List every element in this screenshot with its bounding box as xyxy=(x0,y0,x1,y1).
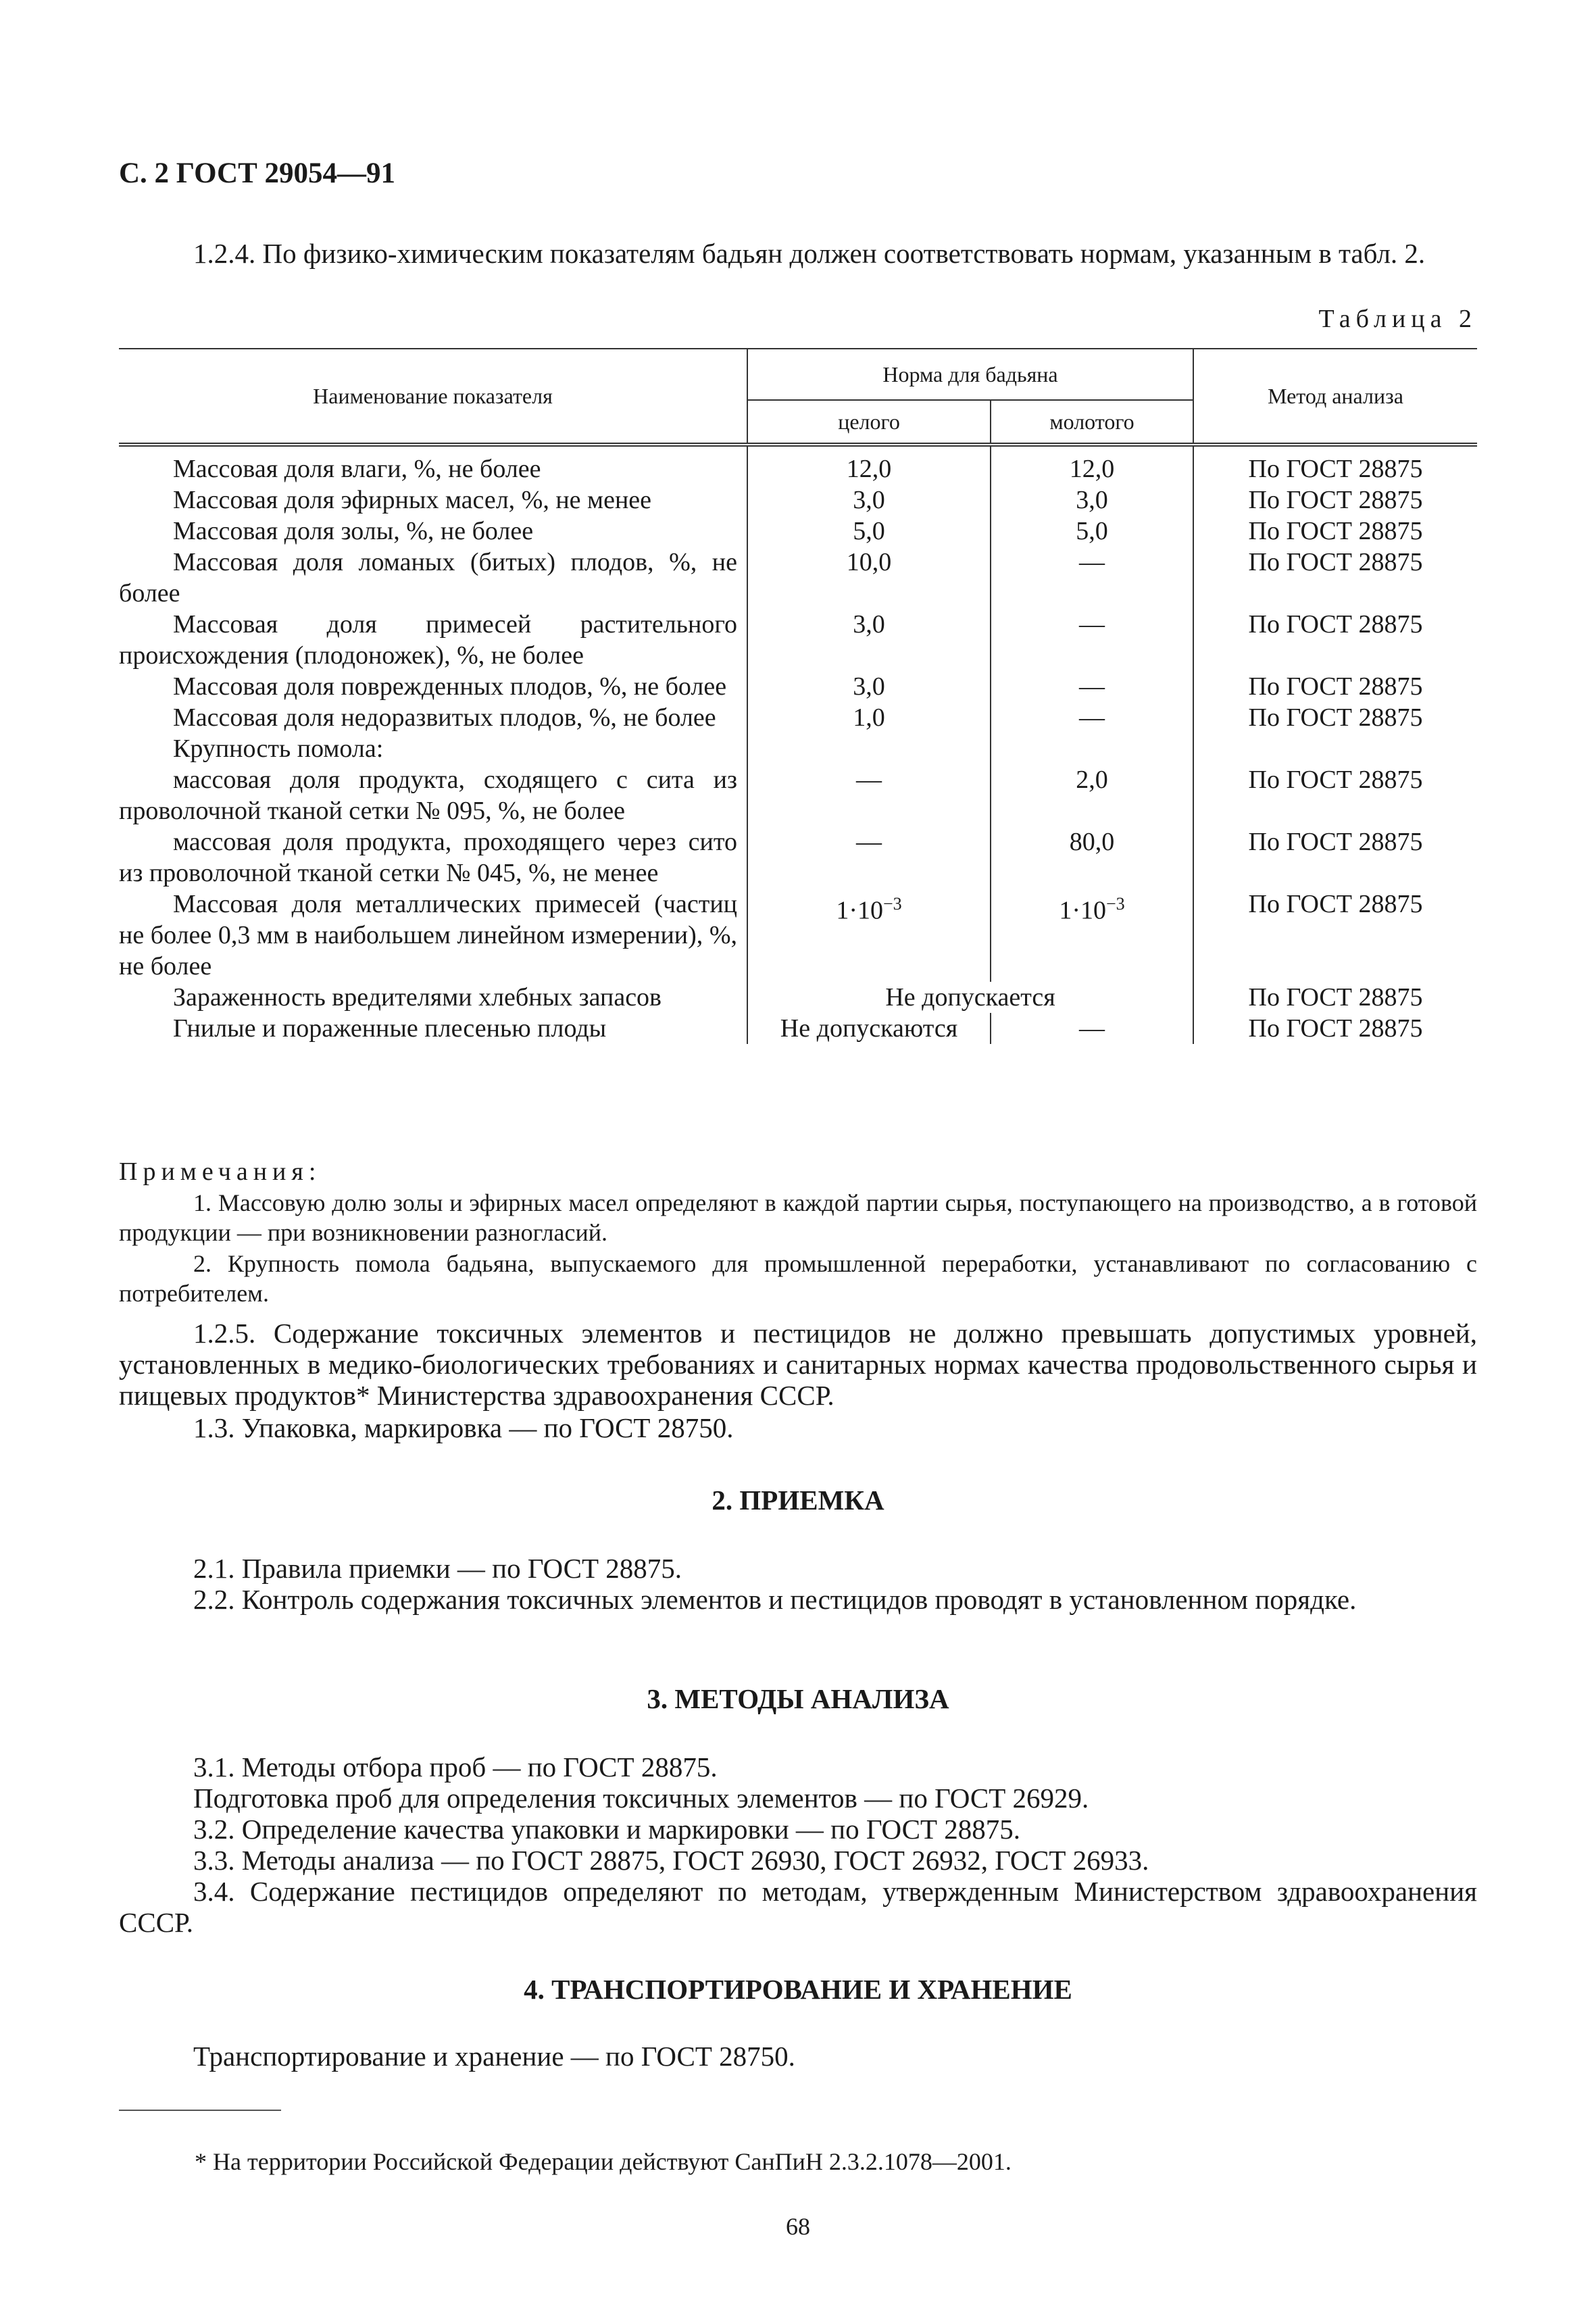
table-caption: Таблица 2 xyxy=(1318,305,1477,333)
row-whole: 1,0 xyxy=(747,702,991,733)
table-row xyxy=(119,702,1477,733)
row-both: Не допускается xyxy=(747,982,1193,1013)
table-row xyxy=(119,764,1477,826)
row-whole: 12,0 xyxy=(747,445,991,484)
table-row xyxy=(119,982,1477,1013)
section-3-title: 3. МЕТОДЫ АНАЛИЗА xyxy=(647,1683,949,1714)
paragraph-3-4: 3.4. Содержание пестицидов определяют по методам, утвержденным Министерством здравоохранения СССР. xyxy=(119,1876,1477,1938)
row-method: По ГОСТ 28875 xyxy=(1193,982,1477,1013)
paragraph-3-1: 3.1. Методы отбора проб — по ГОСТ 28875. xyxy=(193,1751,718,1783)
row-method: По ГОСТ 28875 xyxy=(1193,764,1477,826)
row-name: Зараженность вредителями хлебных запасов xyxy=(119,982,747,1013)
table-row xyxy=(119,609,1477,671)
row-method: По ГОСТ 28875 xyxy=(1193,1013,1477,1044)
row-ground: 2,0 xyxy=(991,764,1193,826)
row-ground: 5,0 xyxy=(991,516,1193,547)
section-4-title: 4. ТРАНСПОРТИРОВАНИЕ И ХРАНЕНИЕ xyxy=(524,1974,1072,2005)
row-method: По ГОСТ 28875 xyxy=(1193,484,1477,516)
row-ground xyxy=(991,889,1193,982)
row-name: Массовая доля примесей растительного происхождения (плодоножек), %, не более xyxy=(119,609,747,671)
row-name: Массовая доля ломаных (битых) плодов, %, не более xyxy=(119,547,747,609)
row-name: Массовая доля металлических примесей (частиц не более 0,3 мм в наибольшем линейном измерении), %, не более xyxy=(119,889,747,982)
row-method: По ГОСТ 28875 xyxy=(1193,702,1477,733)
table-row xyxy=(119,826,1477,889)
table-row xyxy=(119,1013,1477,1044)
paragraph-2-2: 2.2. Контроль содержания токсичных элементов и пестицидов проводят в установленном порядке. xyxy=(193,1584,1357,1615)
row-ground xyxy=(991,733,1193,764)
header-ground: молотого xyxy=(991,400,1193,445)
paragraph-3-2: 3.2. Определение качества упаковки и маркировки — по ГОСТ 28875. xyxy=(193,1814,1021,1845)
row-whole: Не допускаются xyxy=(747,1013,991,1044)
row-whole: — xyxy=(747,826,991,889)
row-name: Массовая доля золы, %, не более xyxy=(119,516,747,547)
header-name: Наименование показателя xyxy=(119,349,747,445)
row-method: По ГОСТ 28875 xyxy=(1193,516,1477,547)
row-name: массовая доля продукта, проходящего через сито из проволочной тканой сетки № 045, %, не менее xyxy=(119,826,747,889)
row-method: По ГОСТ 28875 xyxy=(1193,826,1477,889)
row-ground: 3,0 xyxy=(991,484,1193,516)
row-name: массовая доля продукта, сходящего с сита из проволочной тканой сетки № 095, %, не более xyxy=(119,764,747,826)
page-header: С. 2 ГОСТ 29054—91 xyxy=(119,157,396,189)
row-whole: 3,0 xyxy=(747,484,991,516)
header-whole: целого xyxy=(747,400,991,445)
row-whole: 3,0 xyxy=(747,671,991,702)
header-norm: Норма для бадьяна xyxy=(747,349,1193,400)
paragraph-1-3: 1.3. Упаковка, маркировка — по ГОСТ 28750. xyxy=(193,1412,734,1443)
value-base: 1·10 xyxy=(1059,896,1106,925)
row-method: По ГОСТ 28875 xyxy=(1193,889,1477,982)
row-ground: — xyxy=(991,671,1193,702)
row-method: По ГОСТ 28875 xyxy=(1193,445,1477,484)
table-row xyxy=(119,889,1477,982)
row-whole xyxy=(747,733,991,764)
specs-table xyxy=(119,348,1477,1044)
row-name: Массовая доля поврежденных плодов, %, не более xyxy=(119,671,747,702)
table-row xyxy=(119,445,1477,484)
row-whole xyxy=(747,889,991,982)
row-method: По ГОСТ 28875 xyxy=(1193,609,1477,671)
row-method: По ГОСТ 28875 xyxy=(1193,547,1477,609)
row-whole: — xyxy=(747,764,991,826)
section-2-title: 2. ПРИЕМКА xyxy=(712,1485,884,1516)
row-ground: — xyxy=(991,702,1193,733)
paragraph-2-1: 2.1. Правила приемки — по ГОСТ 28875. xyxy=(193,1553,682,1584)
notes-title: Примечания: xyxy=(119,1158,322,1186)
table-row xyxy=(119,484,1477,516)
paragraph-3-3: 3.3. Методы анализа — по ГОСТ 28875, ГОСТ 26930, ГОСТ 26932, ГОСТ 26933. xyxy=(193,1845,1149,1876)
row-whole: 5,0 xyxy=(747,516,991,547)
paragraph-1-2-5: 1.2.5. Содержание токсичных элементов и пестицидов не должно превышать допустимых уровней, установленных в медико-биологических требованиях и санитарных нормах качества продовольственного сырья и пищевых продуктов* Министерства здравоохранения СССР. xyxy=(119,1318,1477,1411)
note-2: 2. Крупность помола бадьяна, выпускаемого для промышленной переработки, устанавливают по согласованию с потребителем. xyxy=(119,1250,1477,1307)
value-exponent: −3 xyxy=(882,894,902,914)
row-whole: 10,0 xyxy=(747,547,991,609)
row-name: Гнилые и пораженные плесенью плоды xyxy=(119,1013,747,1044)
footnote-separator xyxy=(119,2110,281,2111)
row-name: Массовая доля эфирных масел, %, не менее xyxy=(119,484,747,516)
table-row xyxy=(119,547,1477,609)
row-ground: — xyxy=(991,1013,1193,1044)
footnote: * На территории Российской Федерации действуют СанПиН 2.3.2.1078—2001. xyxy=(195,2148,1012,2175)
row-name: Массовая доля влаги, %, не более xyxy=(119,445,747,484)
row-name: Массовая доля недоразвитых плодов, %, не более xyxy=(119,702,747,733)
page-number: 68 xyxy=(786,2213,810,2240)
note-1: 1. Массовую долю золы и эфирных масел определяют в каждой партии сырья, поступающего на производство, а в готовой продукции — при возникновении разногласий. xyxy=(119,1189,1477,1246)
row-whole: 3,0 xyxy=(747,609,991,671)
header-method: Метод анализа xyxy=(1193,349,1477,445)
row-ground: 12,0 xyxy=(991,445,1193,484)
row-name: Крупность помола: xyxy=(119,733,747,764)
row-method xyxy=(1193,733,1477,764)
row-ground: — xyxy=(991,609,1193,671)
paragraph-1-2-4: 1.2.4. По физико-химическим показателям бадьян должен соответствовать нормам, указанным в табл. 2. xyxy=(193,238,1426,269)
table-row xyxy=(119,671,1477,702)
paragraph-3-1-b: Подготовка проб для определения токсичных элементов — по ГОСТ 26929. xyxy=(193,1783,1089,1814)
value-base: 1·10 xyxy=(836,896,883,925)
row-method: По ГОСТ 28875 xyxy=(1193,671,1477,702)
table-row xyxy=(119,733,1477,764)
table-row xyxy=(119,516,1477,547)
value-exponent: −3 xyxy=(1106,894,1125,914)
paragraph-4: Транспортирование и хранение — по ГОСТ 28750. xyxy=(193,2041,795,2072)
row-ground: — xyxy=(991,547,1193,609)
row-ground: 80,0 xyxy=(991,826,1193,889)
